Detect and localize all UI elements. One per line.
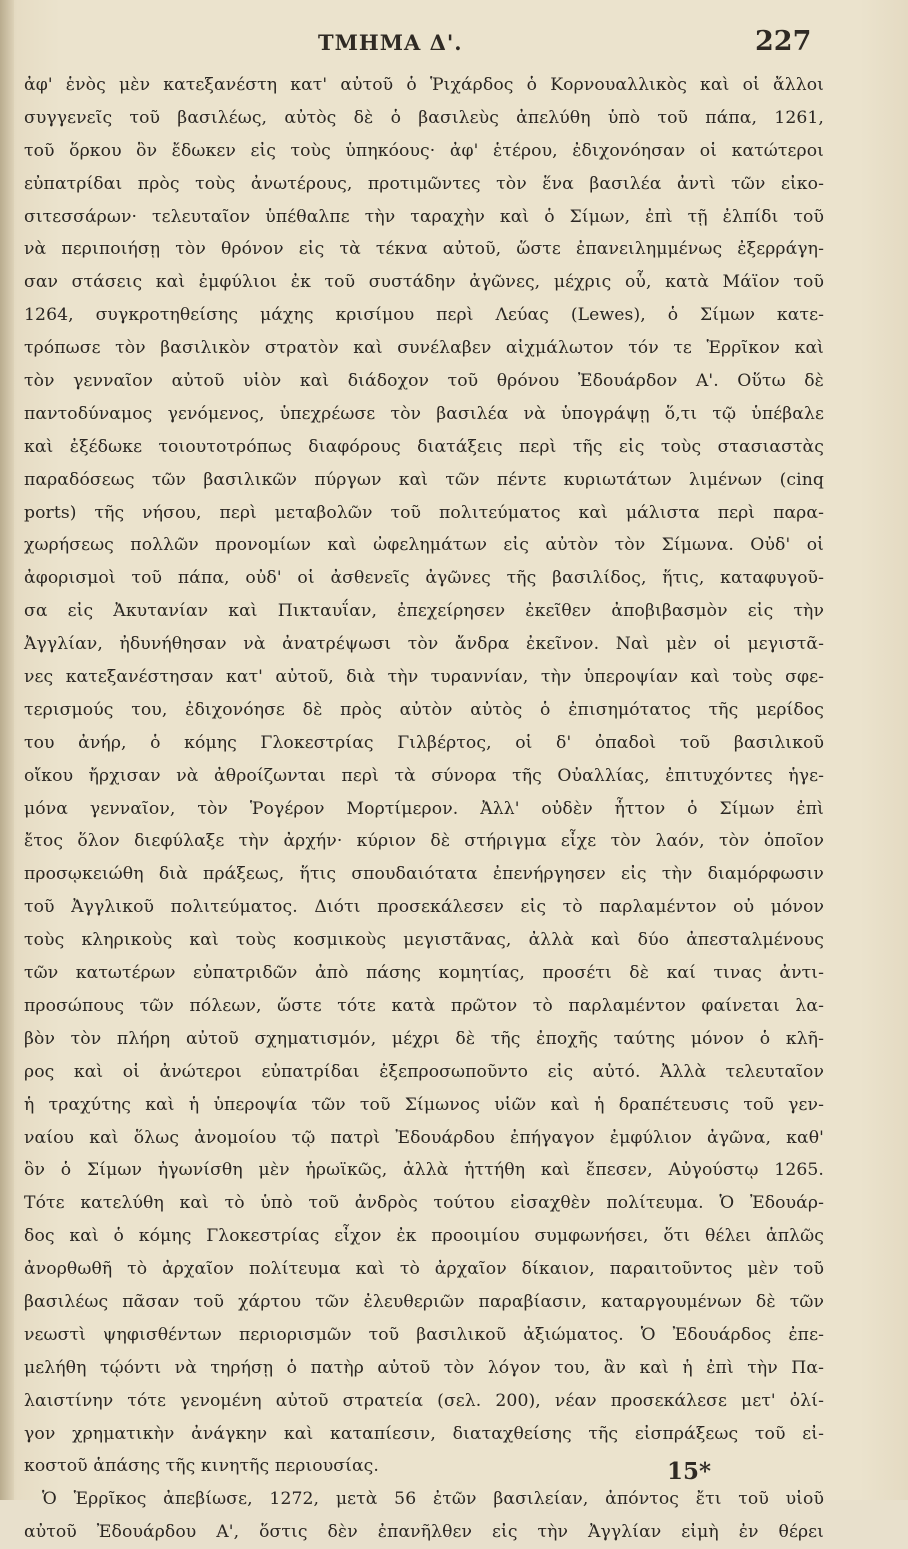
page-header [0,26,908,60]
text-line: παραδόσεως τῶν βασιλικῶν πύργων καὶ τῶν πέντε κυριωτάτων λιμένων (cinq [24,469,824,490]
text-line: του ἀνήρ, ὁ κόμης Γλοκεστρίας Γιλβέρτος, οἱ δ' ὀπαδοὶ τοῦ βασιλικοῦ [24,732,824,753]
text-line: τὸν γενναῖον αὐτοῦ υἱὸν καὶ διάδοχον τοῦ θρόνου Ἐδουάρδον Α'. Οὕτω δὲ [24,371,824,392]
text-line: καὶ ἐξέδωκε τοιουτοτρόπως διαφόρους διατάξεις περὶ τῆς εἰς τοὺς στασιαστὰς [24,436,824,457]
text-line: βὸν τὸν πλήρη αὐτοῦ σχηματισμόν, μέχρι δὲ τῆς ἐποχῆς ταύτης μόνον ὁ κλῆ- [24,1028,824,1049]
text-line: νες κατεξανέστησαν κατ' αὐτοῦ, διὰ τὴν τυραννίαν, τὴν ὑπεροψίαν καὶ τοὺς σφε- [24,667,824,688]
text-line-paragraph-end: κοστοῦ ἁπάσης τῆς κινητῆς περιουσίας. [24,1456,379,1477]
text-line: ἀνορθωθῆ τὸ ἀρχαῖον πολίτευμα καὶ τὸ ἀρχαῖον δίκαιον, παραιτοῦντος μὲν τοῦ [24,1259,824,1280]
page-number: 227 [755,26,812,57]
text-line: συγγενεῖς τοῦ βασιλέως, αὐτὸς δὲ ὁ βασιλεὺς ἀπελύθη ὑπὸ τοῦ πάπα, 1261, [24,107,824,128]
text-line: γον χρηματικὴν ἀνάγκην καὶ καταπίεσιν, διαταχθείσης τῆς εἰσπράξεως τοῦ εἰ- [24,1423,824,1444]
text-line: τῶν κατωτέρων εὐπατριδῶν ἀπὸ πάσης κομητίας, προσέτι δὲ καί τινας ἀντι- [24,963,824,984]
running-head: ΤΜΗΜΑ Δ'. [318,30,463,55]
text-line: τερισμούς του, ἐδιχονόησε δὲ πρὸς αὐτὸν αὐτὸς ὁ ἐπισημότατος τῆς μερίδος [24,699,824,720]
text-line: ἀφορισμοὶ τοῦ πάπα, οὐδ' οἱ ἀσθενεῖς ἀγῶνες τῆς βασιλίδος, ἥτις, καταφυγοῦ- [24,568,824,589]
text-line: τρόπωσε τὸν βασιλικὸν στρατὸν καὶ συνέλαβεν αἰχμάλωτον τόν τε Ἑρρῖκον καὶ [24,338,824,359]
text-line: μελήθη τῴόντι νὰ τηρήσῃ ὁ πατὴρ αὐτοῦ τὸν λόγον του, ἂν καὶ ἡ ἐπὶ τὴν Πα- [24,1357,824,1378]
text-line-paragraph-start: Ὁ Ἑρρῖκος ἀπεβίωσε, 1272, μετὰ 56 ἐτῶν βασιλείαν, ἀπόντος ἔτι τοῦ υἱοῦ [42,1489,824,1510]
text-line: τοῦ ὅρκου ὃν ἔδωκεν εἰς τοὺς ὑπηκόους· ἀφ' ἑτέρου, ἐδιχονόησαν οἱ κατώτεροι [24,140,824,161]
gutter-shadow [0,0,14,1500]
text-line: ὃν ὁ Σίμων ἠγωνίσθη μὲν ἡρωϊκῶς, ἀλλὰ ἡττήθη καὶ ἔπεσεν, Αὐγούστῳ 1265. [24,1160,824,1181]
text-line: νὰ περιποιήσῃ τὸν θρόνον εἰς τὰ τέκνα αὐτοῦ, ὥστε ἐπανειλημμένως ἐξερράγη- [24,239,824,260]
text-line: βασιλέως πᾶσαν τοῦ χάρτου τῶν ἐλευθεριῶν παραβίασιν, καταργουμένων δὲ τῶν [24,1291,824,1312]
text-line: ἡ τραχύτης καὶ ἡ ὑπεροψία τῶν τοῦ Σίμωνος υἱῶν καὶ ἡ δραπέτευσις τοῦ γεν- [24,1094,824,1115]
text-line: δος καὶ ὁ κόμης Γλοκεστρίας εἶχον ἐκ προοιμίου συμφωνήσει, ὅτι θέλει ἁπλῶς [24,1226,824,1247]
text-line: νεωστὶ ψηφισθέντων περιορισμῶν τοῦ βασιλικοῦ ἀξιώματος. Ὁ Ἐδουάρδος ἐπε- [24,1324,824,1345]
text-line: χωρήσεως πολλῶν προνομίων καὶ ὠφελημάτων εἰς αὐτὸν τὸν Σίμωνα. Οὐδ' οἱ [24,535,824,556]
text-line: 1264, συγκροτηθείσης μάχης κρισίμου περὶ Λεύας (Lewes), ὁ Σίμων κατε- [24,305,824,326]
text-line: Τότε κατελύθη καὶ τὸ ὑπὸ τοῦ ἀνδρὸς τούτου εἰσαχθὲν πολίτευμα. Ὁ Ἐδουάρ- [24,1193,824,1214]
text-line: ports) τῆς νήσου, περὶ μεταβολῶν τοῦ πολιτεύματος καὶ μάλιστα περὶ παρα- [24,502,824,523]
text-line: σιτεσσάρων· τελευταῖον ὑπέθαλπε τὴν ταραχὴν καὶ ὁ Σίμων, ἐπὶ τῇ ἐλπίδι τοῦ [24,206,824,227]
text-line: οἴκου ἤρχισαν νὰ ἀθροίζωνται περὶ τὰ σύνορα τῆς Οὐαλλίας, ἐπιτυχόντες ἡγε- [24,765,824,786]
text-line: σαν στάσεις καὶ ἐμφύλιοι ἐκ τοῦ συστάδην ἀγῶνες, μέχρις οὗ, κατὰ Μάϊον τοῦ [24,272,824,293]
text-line: προσώπους τῶν πόλεων, ὥστε τότε κατὰ πρῶτον τὸ παρλαμέντον φαίνεται λα- [24,995,824,1016]
text-line: σα εἰς Ἀκυτανίαν καὶ Πικταυΐαν, ἐπεχείρησεν ἐκεῖθεν ἀποβιβασμὸν εἰς τὴν [24,601,824,622]
text-line: τοῦ Ἀγγλικοῦ πολιτεύματος. Διότι προσεκάλεσεν εἰς τὸ παρλαμέντον οὐ μόνον [24,897,824,918]
text-line: παντοδύναμος γενόμενος, ὑπεχρέωσε τὸν βασιλέα νὰ ὑπογράψῃ ὅ,τι τῷ ὑπέβαλε [24,403,824,424]
text-line: μόνα γενναῖον, τὸν Ῥογέρον Μορτίμερον. Ἀλλ' οὐδὲν ἧττον ὁ Σίμων ἐπὶ [24,798,824,819]
text-line: αὐτοῦ Ἐδουάρδου Α', ὅστις δὲν ἐπανῆλθεν εἰς τὴν Ἀγγλίαν εἰμὴ ἐν θέρει [24,1522,824,1543]
text-line: ναίου καὶ ὅλως ἀνομοίου τῷ πατρὶ Ἐδουάρδου ἐπήγαγον ἐμφύλιον ἀγῶνα, καθ' [24,1127,824,1148]
text-line: τοὺς κληρικοὺς καὶ τοὺς κοσμικοὺς μεγιστᾶνας, ἀλλὰ καὶ δύο ἀπεσταλμένους [24,930,824,951]
text-line: λαιστίνην τότε γενομένη αὐτοῦ στρατεία (σελ. 200), νέαν προσεκάλεσε μετ' ὀλί- [24,1390,824,1411]
text-line: προσῳκειώθη διὰ πράξεως, ἥτις σπουδαιότατα ἐπενήργησεν εἰς τὴν διαμόρφωσιν [24,864,824,885]
text-line: ἔτος ὅλον διεφύλαξε τὴν ἀρχήν· κύριον δὲ στήριγμα εἶχε τὸν λαόν, τὸν ὁποῖον [24,831,824,852]
text-line: ἀφ' ἑνὸς μὲν κατεξανέστη κατ' αὐτοῦ ὁ Ῥιχάρδος ὁ Κορνουαλλικὸς καὶ οἱ ἄλλοι [24,75,824,95]
printer-signature-mark: 15* [667,1458,712,1485]
body-text [24,69,824,1549]
text-line: Ἀγγλίαν, ἠδυνήθησαν νὰ ἀνατρέψωσι τὸν ἄνδρα ἐκεῖνον. Ναὶ μὲν οἱ μεγιστᾶ- [24,634,824,655]
text-line: εὐπατρίδαι πρὸς τοὺς ἀνωτέρους, προτιμῶντες τὸν ἕνα βασιλέα ἀντὶ τῶν εἰκο- [24,173,824,194]
text-line: ρος καὶ οἱ ἀνώτεροι εὐπατρίδαι ἐξεπροσωποῦντο εἰς αὐτό. Ἀλλὰ τελευταῖον [24,1061,824,1082]
